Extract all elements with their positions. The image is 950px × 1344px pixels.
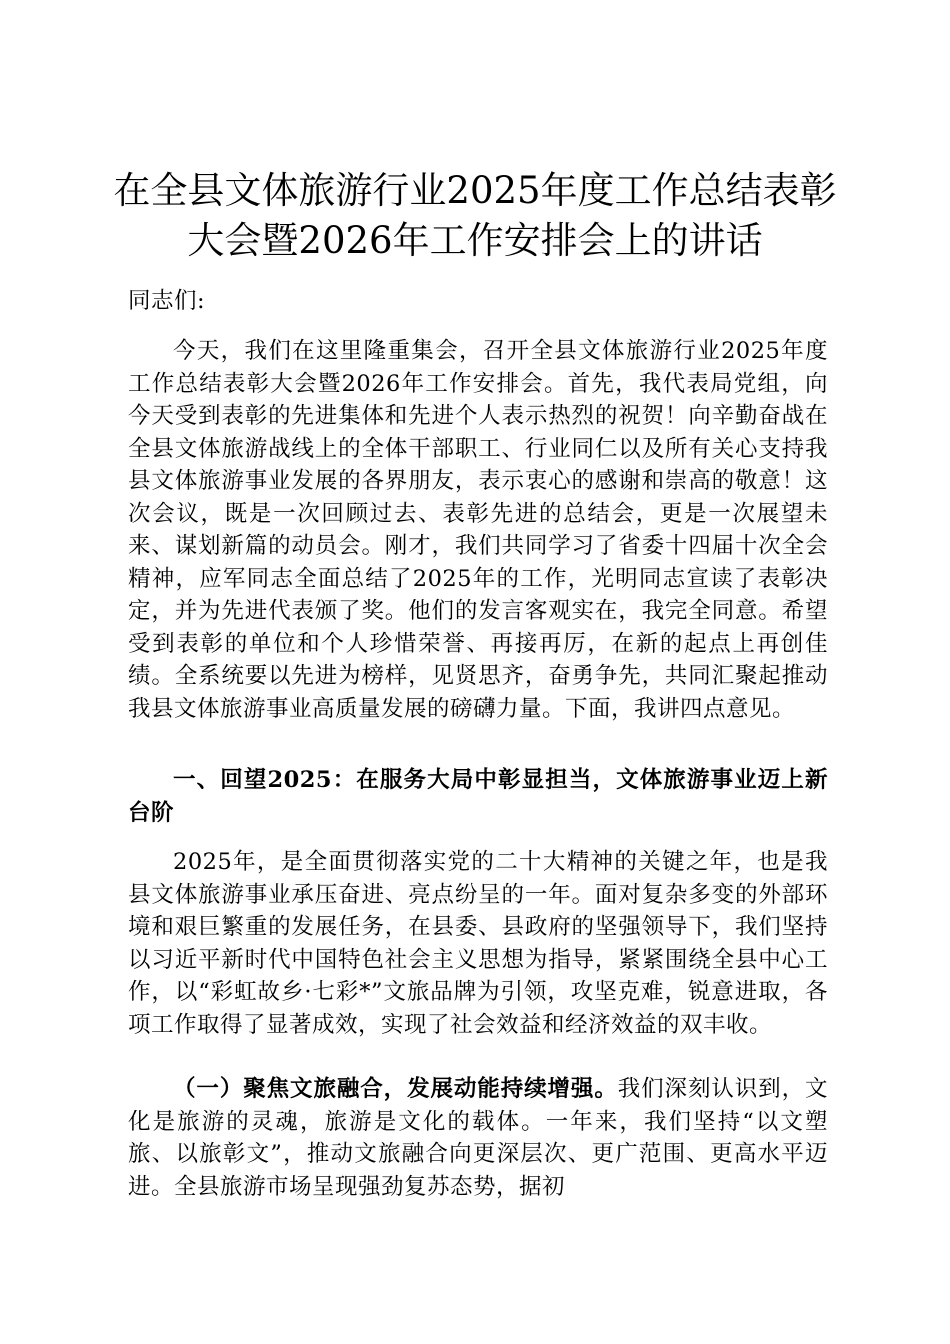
- title-line-2: 大会暨2026年工作安排会上的讲话: [187, 219, 763, 262]
- paragraph-opening: 今天，我们在这里隆重集会，召开全县文体旅游行业2025年度工作总结表彰大会暨2026年工作安排会。首先，我代表局党组，向今天受到表彰的先进集体和先进个人表示热烈的祝贺！向辛勤奋战在全县文体旅游战线上的全体干部职工、行业同仁以及所有关心支持我县文体旅游事业发展的各界朋友，表示衷心的感谢和崇高的敬意！这次会议，既是一次回顾过去、表彰先进的总结会，更是一次展望未来、谋划新篇的动员会。刚才，我们共同学习了省委十四届十次全会精神，应军同志全面总结了2025年的工作，光明同志宣读了表彰决定，并为先进代表颁了奖。他们的发言客观实在，我完全同意。希望受到表彰的单位和个人珍惜荣誉、再接再厉，在新的起点上再创佳绩。全系统要以先进为榜样，见贤思齐，奋勇争先，共同汇聚起推动我县文体旅游事业高质量发展的磅礴力量。下面，我讲四点意见。: [128, 338, 828, 722]
- section-heading-1: 一、回望2025：在服务大局中彰显担当，文体旅游事业迈上新台阶: [128, 767, 828, 826]
- document-title: [100, 166, 850, 266]
- paragraph-review-2025: 2025年，是全面贯彻落实党的二十大精神的关键之年，也是我县文体旅游事业承压奋进、亮点纷呈的一年。面对复杂多变的外部环境和艰巨繁重的发展任务，在县委、县政府的坚强领导下，我们坚持以习近平新时代中国特色社会主义思想为指导，紧紧围绕全县中心工作，以“彩虹故乡·七彩*”文旅品牌为引领，攻坚克难，锐意进取，各项工作取得了显著成效，实现了社会效益和经济效益的双丰收。: [128, 849, 828, 1038]
- paragraph-body: 我们深刻认识到，文化是旅游的灵魂，旅游是文化的载体。一年来，我们坚持“以文塑旅、以旅彰文”，推动文旅融合向更深层次、更广范围、更高水平迈进。全县旅游市场呈现强劲复苏态势，据初: [128, 1076, 828, 1200]
- paragraph-culture-tourism: [128, 1073, 828, 1203]
- subheading-lead: （一）聚焦文旅融合，发展动能持续增强。: [173, 1076, 618, 1102]
- title-line-1: 在全县文体旅游行业2025年度工作总结表彰: [113, 169, 837, 212]
- salutation: 同志们:: [128, 288, 206, 314]
